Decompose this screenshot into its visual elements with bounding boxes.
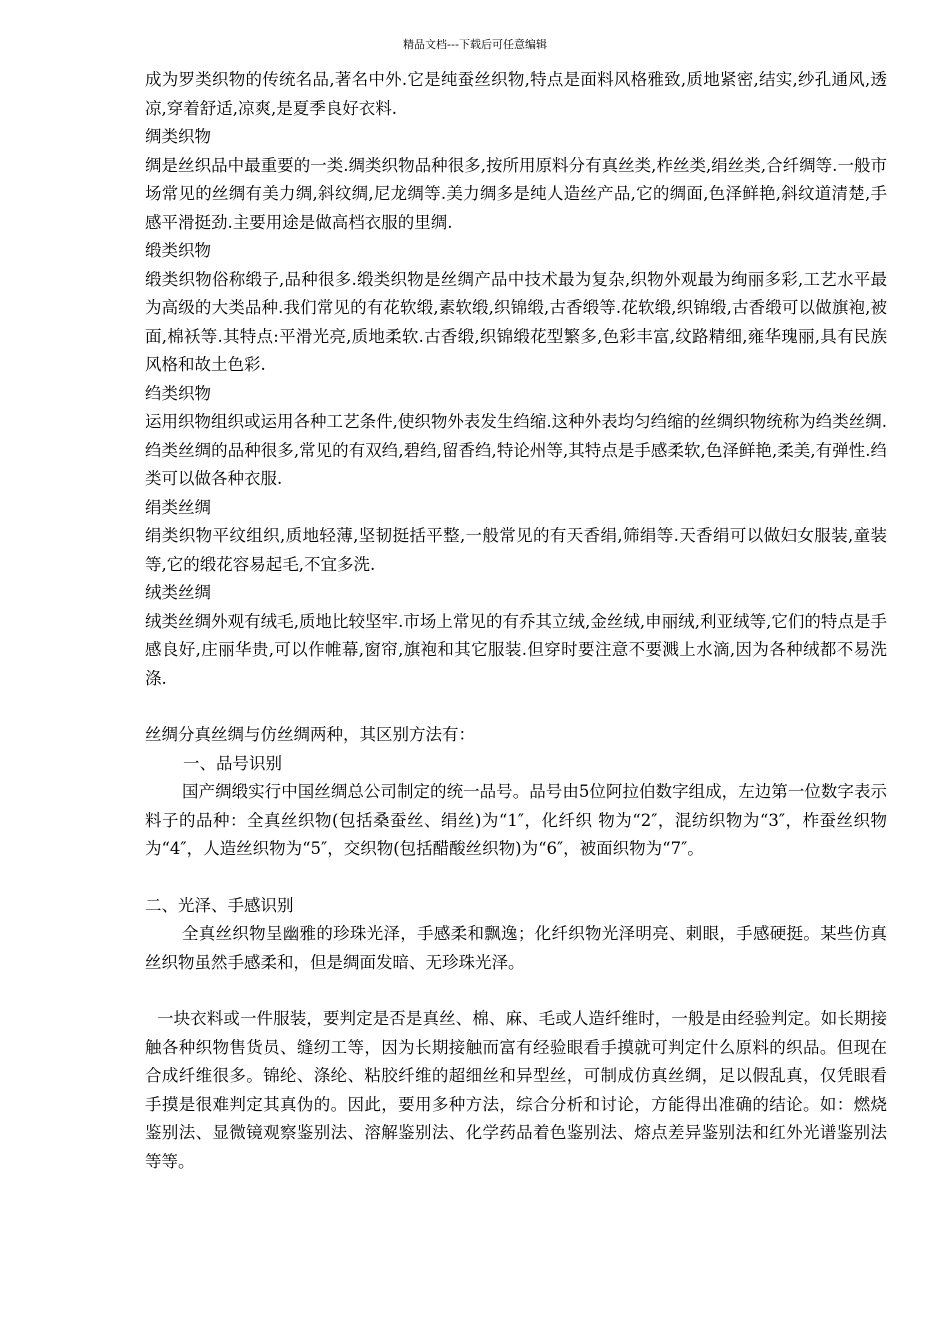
section-heading: 一、品号识别	[183, 753, 282, 773]
paragraph: 绢类织物平纹组织,质地轻薄,坚韧挺括平整,一般常见的有天香绢,筛绢等.天香绢可以做妇女服装,童装等,它的缎花容易起毛,不宜多洗.	[145, 526, 887, 574]
paragraph: 丝绸分真丝绸与仿丝绸两种，其区别方法有：	[145, 725, 475, 744]
section-heading: 缎类织物	[145, 241, 211, 260]
section-heading: 二、光泽、手感识别	[145, 895, 294, 915]
paragraph: 成为罗类织物的传统名品,著名中外.它是纯蚕丝织物,特点是面料风格雅致,质地紧密,结实,纱孔通风,透凉,穿着舒适,凉爽,是夏季良好衣料.	[145, 70, 887, 118]
section-heading: 绉类织物	[145, 383, 211, 403]
page-header: 精品文档---下载后可任意编辑	[403, 38, 547, 51]
paragraph: 绸是丝织品中最重要的一类.绸类织物品种很多,按所用原料分有真丝类,柞丝类,绢丝类,合纤绸等.一般市场常见的丝绸有美力绸,斜纹绸,尼龙绸等.美力绸多是纯人造丝产品,它的绸面,色泽鲜艳,斜纹道清楚,手感平滑挺劲.主要用途是做高档衣服的里绸.	[145, 155, 887, 232]
paragraph: 全真丝织物呈幽雅的珍珠光泽，手感柔和飘逸；化纤织物光泽明亮、刺眼，手感硬挺。某些仿真丝织物虽然手感柔和，但是绸面发暗、无珍珠光泽。	[145, 924, 887, 972]
fabric-categories-section	[145, 66, 887, 693]
section-heading: 绢类丝绸	[145, 497, 211, 517]
paragraph: 一块衣料或一件服装，要判定是否是真丝、棉、麻、毛或人造纤维时，一般是由经验判定。如长期接触各种织物售货员、缝纫工等，因为长期接触而富有经验眼看手摸就可判定什么原料的织品。但现在合成纤维很多。锦纶、涤纶、粘胶纤维的超细丝和异型丝，可制成仿真丝绸，足以假乱真，仅凭眼看手摸是很难判定其真伪的。因此，要用多种方法，综合分析和讨论，方能得出准确的结论。如：燃烧鉴别法、显微镜观察鉴别法、溶解鉴别法、化学药品着色鉴别法、熔点差异鉴别法和红外光谱鉴别法等等。	[145, 1009, 887, 1171]
document-body	[145, 66, 887, 1176]
section-heading: 绒类丝绸	[145, 583, 211, 602]
section-heading: 绸类织物	[145, 127, 211, 146]
paragraph: 绒类丝绸外观有绒毛,质地比较坚牢.市场上常见的有乔其立绒,金丝绒,申丽绒,利亚绒等,它们的特点是手感良好,庄丽华贵,可以作帷幕,窗帘,旗袍和其它服装.但穿时要注意不要溅上水滴,因为各种绒都不易洗涤.	[145, 611, 887, 688]
paragraph: 国产绸缎实行中国丝绸总公司制定的统一品号。品号由5位阿拉伯数字组成，左边第一位数字表示料子的品种：全真丝织物(包括桑蚕丝、绢丝)为“1″，化纤织 物为“2″，混纺织物为“3″，柞蚕丝织物为“4″，人造丝织物为“5″，交织物(包括醋酸丝织物)为“6″，被面织物为“7″。	[145, 782, 887, 858]
paragraph: 缎类织物俗称缎子,品种很多.缎类织物是丝绸产品中技术最为复杂,织物外观最为绚丽多彩,工艺水平最为高级的大类品种.我们常见的有花软缎,素软缎,织锦缎,古香缎等.花软缎,织锦缎,古香缎可以做旗袍,被面,棉袄等.其特点:平滑光亮,质地柔软.古香缎,织锦缎花型繁多,色彩丰富,纹路精细,雍华瑰丽,具有民族风格和故土色彩.	[145, 269, 887, 374]
identification-section	[145, 721, 887, 1176]
paragraph: 运用织物组织或运用各种工艺条件,使织物外表发生绉缩.这种外表均匀绉缩的丝绸织物统称为绉类丝绸.绉类丝绸的品种很多,常见的有双绉,碧绉,留香绉,特论州等,其特点是手感柔软,色泽鲜艳,柔美,有弹性.绉类可以做各种衣服.	[145, 412, 887, 488]
